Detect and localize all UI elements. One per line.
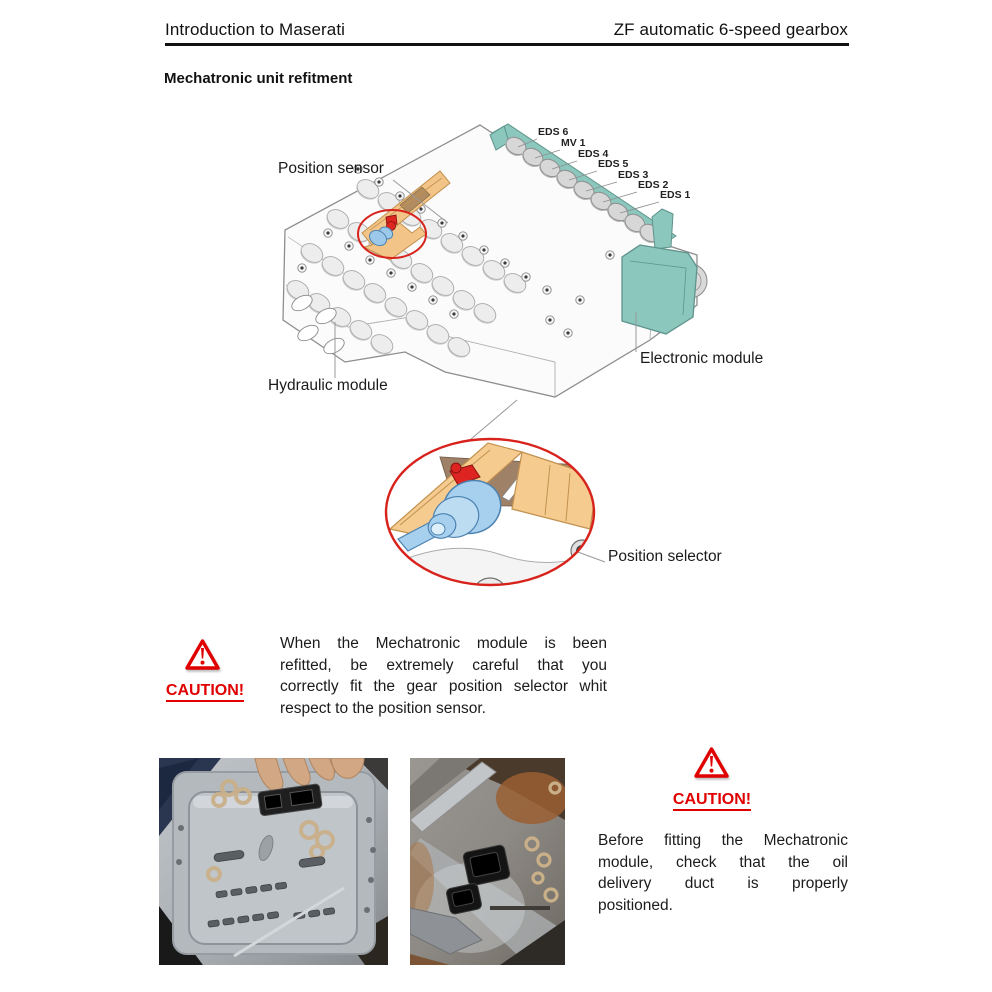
- label-eds2: EDS 2: [638, 179, 669, 191]
- label-hydraulic-module: Hydraulic module: [268, 377, 388, 394]
- caution-text-line: Before fitting the Mechatronic: [598, 832, 848, 849]
- caution-text-1: [280, 633, 607, 719]
- label-electronic-module: Electronic module: [640, 350, 764, 367]
- caution-label-1: CAUTION!: [159, 682, 251, 700]
- photo-valve-body-surface: [159, 758, 388, 965]
- caution-text-line: refitted, be extremely careful that you: [280, 656, 607, 674]
- label-position-sensor: Position sensor: [278, 160, 384, 177]
- photo-oil-duct-connector: [410, 758, 565, 965]
- header-right-title: ZF automatic 6-speed gearbox: [613, 20, 848, 39]
- caution-text-line: module, check that the oil: [598, 853, 848, 871]
- caution-text-line: respect to the position sensor.: [280, 699, 486, 717]
- caution-text-line: When the Mechatronic module is been: [280, 635, 607, 652]
- label-eds4: EDS 4: [578, 148, 609, 160]
- label-eds3: EDS 3: [618, 169, 649, 181]
- label-mv1: MV 1: [561, 137, 586, 149]
- caution-text-line: delivery duct is properly: [598, 875, 848, 892]
- caution-label-2: CAUTION!: [666, 791, 758, 809]
- header-rule: [165, 43, 849, 46]
- header-left-title: Introduction to Maserati: [165, 20, 346, 39]
- label-eds5: EDS 5: [598, 158, 629, 170]
- warning-triangle-icon: [184, 637, 221, 673]
- caution-text-2: [598, 830, 848, 916]
- caution-text-line: positioned.: [598, 896, 673, 914]
- detail-view: [376, 435, 600, 605]
- warning-triangle-icon: [693, 745, 730, 781]
- caution-text-line: correctly fit the gear position selector whit: [280, 678, 607, 695]
- page-title: Mechatronic unit refitment: [164, 70, 353, 87]
- label-position-selector: Position selector: [608, 548, 722, 565]
- label-eds6: EDS 6: [538, 126, 569, 138]
- label-eds1: EDS 1: [660, 189, 691, 201]
